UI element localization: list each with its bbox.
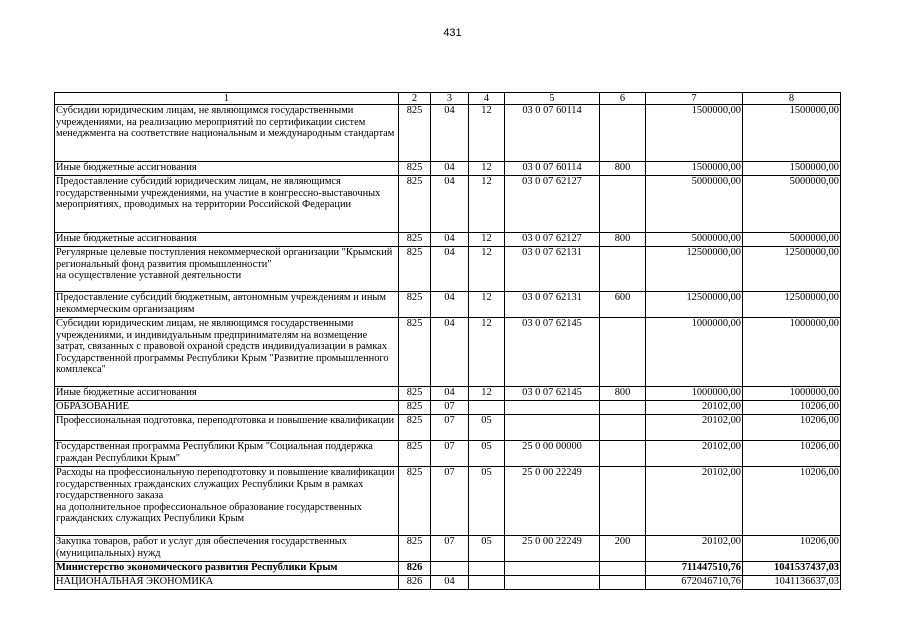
section-cell: 04 <box>431 318 469 387</box>
header-cell: 4 <box>469 93 505 105</box>
target-article-cell: 03 0 07 62127 <box>505 176 600 233</box>
amount-year2-cell: 10206,00 <box>743 415 841 441</box>
target-article-cell: 03 0 07 62131 <box>505 292 600 318</box>
expense-type-cell <box>600 441 646 467</box>
row-name-cell: Иные бюджетные ассигнования <box>55 162 399 176</box>
row-name-cell: Регулярные целевые поступления некоммерческой организации "Крымский региональный фонд развития промышленности" на осуществление уставной деятельности <box>55 247 399 292</box>
table-row <box>55 441 841 467</box>
amount-year1-cell: 20102,00 <box>646 415 743 441</box>
chapter-cell: 825 <box>399 105 431 162</box>
target-article-cell: 03 0 07 62145 <box>505 318 600 387</box>
expense-type-cell <box>600 467 646 536</box>
row-name-cell: Иные бюджетные ассигнования <box>55 233 399 247</box>
row-name-cell: Закупка товаров, работ и услуг для обеспечения государственных (муниципальных) нужд <box>55 536 399 562</box>
target-article-cell: 25 0 00 00000 <box>505 441 600 467</box>
subsection-cell: 12 <box>469 233 505 247</box>
table-row <box>55 415 841 441</box>
table-row <box>55 318 841 387</box>
amount-year2-cell: 10206,00 <box>743 441 841 467</box>
amount-year2-cell: 12500000,00 <box>743 247 841 292</box>
chapter-cell: 825 <box>399 233 431 247</box>
amount-year1-cell: 20102,00 <box>646 441 743 467</box>
subsection-cell: 12 <box>469 247 505 292</box>
expense-type-cell: 200 <box>600 536 646 562</box>
expense-type-cell <box>600 105 646 162</box>
chapter-cell: 825 <box>399 415 431 441</box>
table-row <box>55 576 841 590</box>
header-cell: 3 <box>431 93 469 105</box>
expense-type-cell <box>600 176 646 233</box>
table-row <box>55 536 841 562</box>
target-article-cell: 25 0 00 22249 <box>505 536 600 562</box>
target-article-cell: 03 0 07 60114 <box>505 162 600 176</box>
section-cell <box>431 562 469 576</box>
target-article-cell: 03 0 07 62131 <box>505 247 600 292</box>
row-name-cell: Субсидии юридическим лицам, не являющимся государственными учреждениями, на реализацию мероприятий по сертификации систем менеджмента на соответствие национальным и международным стандартам <box>55 105 399 162</box>
amount-year1-cell: 20102,00 <box>646 401 743 415</box>
amount-year2-cell: 10206,00 <box>743 401 841 415</box>
expense-type-cell: 800 <box>600 162 646 176</box>
section-cell: 04 <box>431 162 469 176</box>
section-cell: 04 <box>431 576 469 590</box>
amount-year1-cell: 1500000,00 <box>646 162 743 176</box>
amount-year2-cell: 10206,00 <box>743 467 841 536</box>
amount-year2-cell: 1000000,00 <box>743 318 841 387</box>
section-cell: 04 <box>431 233 469 247</box>
subsection-cell: 12 <box>469 105 505 162</box>
row-name-cell: Субсидии юридическим лицам, не являющимся государственными учреждениями, и индивидуальным предпринимателям на возмещение затрат, связанных с правовой охраной средств индивидуализации в рамках Государственной программы Республики Крым "Развитие промышленного комплекса" <box>55 318 399 387</box>
amount-year2-cell: 5000000,00 <box>743 176 841 233</box>
expense-type-cell: 800 <box>600 233 646 247</box>
amount-year1-cell: 5000000,00 <box>646 176 743 233</box>
amount-year1-cell: 711447510,76 <box>646 562 743 576</box>
target-article-cell <box>505 562 600 576</box>
table-body <box>55 105 841 590</box>
chapter-cell: 825 <box>399 536 431 562</box>
amount-year2-cell: 5000000,00 <box>743 233 841 247</box>
section-cell: 07 <box>431 536 469 562</box>
section-cell: 04 <box>431 292 469 318</box>
amount-year1-cell: 1000000,00 <box>646 387 743 401</box>
subsection-cell: 12 <box>469 292 505 318</box>
table-row <box>55 247 841 292</box>
subsection-cell: 05 <box>469 536 505 562</box>
header-cell: 8 <box>743 93 841 105</box>
amount-year2-cell: 1500000,00 <box>743 162 841 176</box>
subsection-cell: 05 <box>469 441 505 467</box>
subsection-cell <box>469 562 505 576</box>
amount-year1-cell: 20102,00 <box>646 467 743 536</box>
table-row <box>55 105 841 162</box>
table-row <box>55 233 841 247</box>
header-cell: 7 <box>646 93 743 105</box>
section-cell: 04 <box>431 387 469 401</box>
row-name-cell: Расходы на профессиональную переподготовку и повышение квалификации государственных гражданских служащих Республики Крым в рамках государственного заказа на дополнительное профессиональное образование государственных гражданских служащих Республики Крым <box>55 467 399 536</box>
amount-year1-cell: 20102,00 <box>646 536 743 562</box>
subsection-cell <box>469 401 505 415</box>
chapter-cell: 825 <box>399 247 431 292</box>
section-cell: 07 <box>431 441 469 467</box>
chapter-cell: 826 <box>399 562 431 576</box>
page-number: 431 <box>443 27 462 39</box>
amount-year2-cell: 1041136637,03 <box>743 576 841 590</box>
expense-type-cell: 800 <box>600 387 646 401</box>
subsection-cell: 12 <box>469 162 505 176</box>
amount-year1-cell: 12500000,00 <box>646 292 743 318</box>
amount-year2-cell: 1041537437,03 <box>743 562 841 576</box>
chapter-cell: 825 <box>399 441 431 467</box>
amount-year2-cell: 1500000,00 <box>743 105 841 162</box>
table-row <box>55 162 841 176</box>
section-cell: 07 <box>431 415 469 441</box>
row-name-cell: Иные бюджетные ассигнования <box>55 387 399 401</box>
section-cell: 07 <box>431 467 469 536</box>
target-article-cell <box>505 401 600 415</box>
amount-year1-cell: 5000000,00 <box>646 233 743 247</box>
expense-type-cell <box>600 562 646 576</box>
amount-year2-cell: 12500000,00 <box>743 292 841 318</box>
chapter-cell: 825 <box>399 387 431 401</box>
row-name-cell: НАЦИОНАЛЬНАЯ ЭКОНОМИКА <box>55 576 399 590</box>
expense-type-cell <box>600 576 646 590</box>
header-row <box>55 93 841 105</box>
chapter-cell: 825 <box>399 162 431 176</box>
target-article-cell: 03 0 07 62127 <box>505 233 600 247</box>
target-article-cell: 03 0 07 62145 <box>505 387 600 401</box>
expense-type-cell <box>600 415 646 441</box>
row-name-cell: Предоставление субсидий бюджетным, автономным учреждениям и иным некоммерческим организациям <box>55 292 399 318</box>
row-name-cell: Предоставление субсидий юридическим лицам, не являющимся государственными учреждениями, на участие в конгрессно-выставочных мероприятиях, проводимых на территории Российской Федерации <box>55 176 399 233</box>
table-row <box>55 292 841 318</box>
expense-type-cell: 600 <box>600 292 646 318</box>
header-cell: 1 <box>55 93 399 105</box>
header-cell: 6 <box>600 93 646 105</box>
chapter-cell: 825 <box>399 292 431 318</box>
expense-type-cell <box>600 247 646 292</box>
budget-table <box>54 92 841 590</box>
table-row <box>55 176 841 233</box>
expense-type-cell <box>600 401 646 415</box>
target-article-cell: 03 0 07 60114 <box>505 105 600 162</box>
amount-year1-cell: 12500000,00 <box>646 247 743 292</box>
subsection-cell: 12 <box>469 176 505 233</box>
section-cell: 04 <box>431 176 469 233</box>
amount-year1-cell: 1000000,00 <box>646 318 743 387</box>
header-cell: 2 <box>399 93 431 105</box>
subsection-cell: 05 <box>469 467 505 536</box>
chapter-cell: 825 <box>399 318 431 387</box>
table-row <box>55 387 841 401</box>
section-cell: 07 <box>431 401 469 415</box>
subsection-cell: 05 <box>469 415 505 441</box>
subsection-cell <box>469 576 505 590</box>
row-name-cell: ОБРАЗОВАНИЕ <box>55 401 399 415</box>
amount-year1-cell: 672046710,76 <box>646 576 743 590</box>
subsection-cell: 12 <box>469 318 505 387</box>
row-name-cell: Профессиональная подготовка, переподготовка и повышение квалификации <box>55 415 399 441</box>
table-row <box>55 401 841 415</box>
chapter-cell: 826 <box>399 576 431 590</box>
chapter-cell: 825 <box>399 467 431 536</box>
amount-year2-cell: 1000000,00 <box>743 387 841 401</box>
row-name-cell: Министерство экономического развития Республики Крым <box>55 562 399 576</box>
subsection-cell: 12 <box>469 387 505 401</box>
expense-type-cell <box>600 318 646 387</box>
chapter-cell: 825 <box>399 176 431 233</box>
target-article-cell <box>505 415 600 441</box>
amount-year1-cell: 1500000,00 <box>646 105 743 162</box>
row-name-cell: Государственная программа Республики Крым "Социальная поддержка граждан Республики Крым" <box>55 441 399 467</box>
table-row <box>55 562 841 576</box>
section-cell: 04 <box>431 105 469 162</box>
table-row <box>55 467 841 536</box>
target-article-cell: 25 0 00 22249 <box>505 467 600 536</box>
section-cell: 04 <box>431 247 469 292</box>
target-article-cell <box>505 576 600 590</box>
header-cell: 5 <box>505 93 600 105</box>
chapter-cell: 825 <box>399 401 431 415</box>
amount-year2-cell: 10206,00 <box>743 536 841 562</box>
